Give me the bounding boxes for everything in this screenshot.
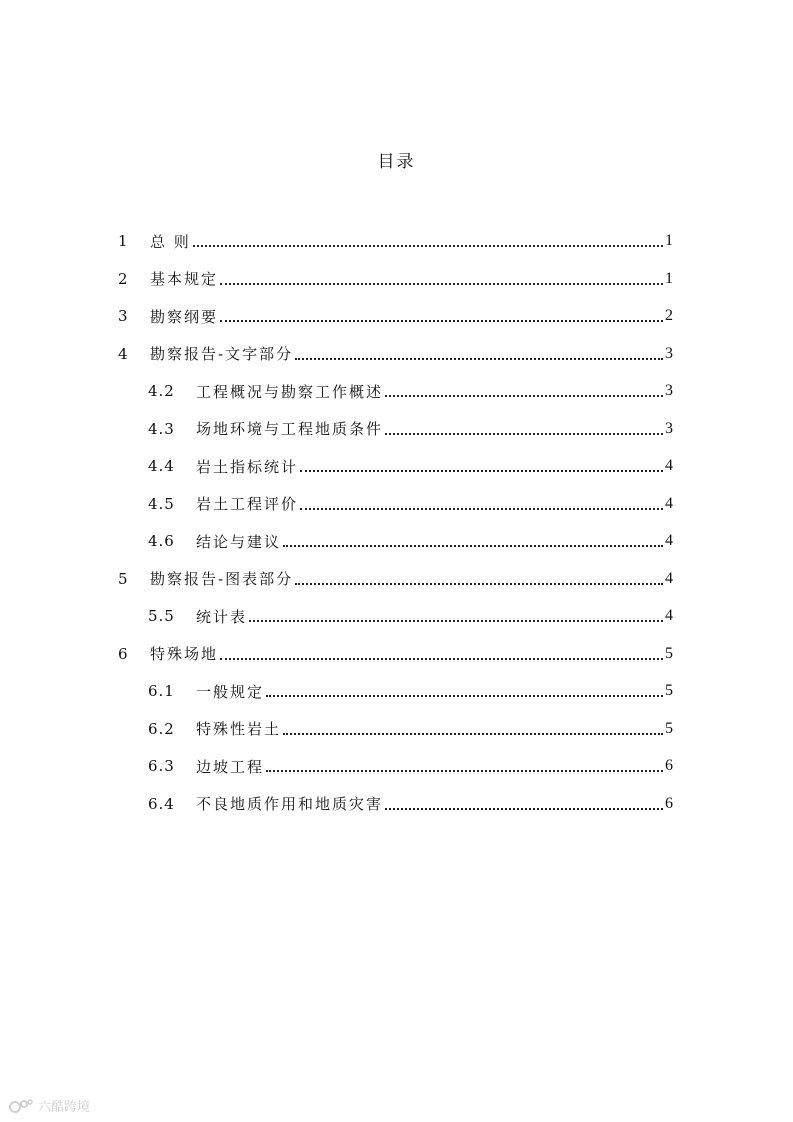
- toc-dot-leader: [295, 583, 663, 585]
- toc-entry-number: 3: [118, 307, 129, 325]
- toc-entry-number: 5.5: [148, 607, 175, 625]
- toc-entry-label: 基本规定: [150, 270, 219, 288]
- toc-entry-page: 5: [665, 644, 673, 662]
- toc-entry-page: 1: [665, 232, 673, 249]
- toc-dot-leader: [295, 358, 663, 360]
- toc-dot-leader: [283, 733, 663, 735]
- toc-entry-label: 边坡工程: [196, 757, 265, 776]
- toc-entry-page: 2: [665, 307, 673, 324]
- toc-entry-number: 6: [118, 644, 129, 663]
- toc-entry[interactable]: [148, 597, 673, 635]
- toc-entry[interactable]: [148, 447, 673, 485]
- toc-entry-label: 特殊性岩土: [196, 720, 282, 738]
- toc-entry-page: 3: [665, 382, 673, 399]
- toc-dot-leader: [266, 695, 663, 697]
- toc-entry-label: 勘察报告-图表部分: [150, 570, 294, 588]
- toc-entry[interactable]: [148, 372, 673, 410]
- toc-entry-label: 特殊场地: [150, 645, 219, 663]
- toc-entry-number: 6.4: [148, 794, 175, 813]
- watermark: [8, 1096, 90, 1115]
- toc-entry[interactable]: [148, 522, 673, 560]
- toc-entry-label: 岩土工程评价: [196, 495, 299, 513]
- toc-entry[interactable]: [148, 672, 673, 710]
- toc-entry-label: 勘察报告-文字部分: [150, 345, 294, 363]
- watermark-text: 六酷跨境: [38, 1100, 91, 1115]
- toc-entry-page: 4: [665, 494, 673, 512]
- toc-entry[interactable]: [118, 260, 673, 298]
- toc-dot-leader: [283, 545, 663, 547]
- toc-entry-number: 6.3: [148, 757, 175, 775]
- toc-entry[interactable]: [118, 297, 673, 335]
- toc-entry-number: 5: [118, 569, 129, 588]
- toc-entry-page: 5: [665, 682, 673, 699]
- toc-entry-page: 1: [665, 269, 673, 287]
- toc-entry-label: 工程概况与勘察工作概述: [196, 382, 384, 401]
- toc-entry-number: 6.2: [148, 719, 175, 738]
- toc-dot-leader: [266, 770, 663, 772]
- toc-dot-leader: [385, 395, 663, 397]
- toc-dot-leader: [249, 620, 663, 622]
- toc-entry-number: 4.5: [148, 494, 175, 513]
- toc-entry-page: 6: [665, 794, 673, 812]
- toc-entry-number: 4.4: [148, 457, 175, 475]
- toc-entry-number: 4: [118, 344, 129, 363]
- toc-dot-leader: [300, 508, 663, 510]
- toc-entry[interactable]: [148, 785, 673, 823]
- toc-entry-label: 场地环境与工程地质条件: [196, 420, 384, 438]
- toc-entry-page: 4: [665, 607, 673, 624]
- toc-entry[interactable]: [118, 335, 673, 373]
- toc-dot-leader: [300, 470, 663, 472]
- toc-entry-label: 岩土指标统计: [196, 457, 299, 476]
- toc-dot-leader: [385, 433, 663, 435]
- toc-entry-number: 1: [118, 232, 129, 250]
- toc-entry-number: 4.3: [148, 419, 175, 438]
- toc-entry-page: 4: [665, 532, 673, 549]
- toc-dot-leader: [220, 320, 663, 322]
- toc-entry-page: 5: [665, 719, 673, 737]
- toc-entry-page: 4: [665, 569, 673, 587]
- toc-entry-page: 3: [665, 344, 673, 362]
- toc-entry-label: 结论与建议: [196, 532, 282, 551]
- toc-entry[interactable]: [148, 710, 673, 748]
- toc-entry-label: 一般规定: [196, 682, 265, 701]
- toc-entry[interactable]: [118, 222, 673, 260]
- toc-entry-page: 6: [665, 757, 673, 774]
- toc-entry-number: 2: [118, 269, 129, 288]
- toc-dot-leader: [385, 808, 663, 810]
- toc-dot-leader: [220, 283, 663, 285]
- toc-entry[interactable]: [148, 485, 673, 523]
- toc-entry[interactable]: [148, 410, 673, 448]
- toc-entry-page: 4: [665, 457, 673, 474]
- toc-entry-label: 总 则: [150, 232, 191, 251]
- toc-entry[interactable]: [118, 560, 673, 598]
- toc-dot-leader: [220, 658, 663, 660]
- toc-entry-page: 3: [665, 419, 673, 437]
- toc-entry[interactable]: [118, 635, 673, 673]
- toc-entry-label: 统计表: [196, 607, 248, 626]
- toc-entry-number: 4.6: [148, 532, 175, 550]
- toc-entry-number: 6.1: [148, 682, 175, 700]
- toc-entry-number: 4.2: [148, 382, 175, 400]
- toc-entry-label: 勘察纲要: [150, 307, 219, 326]
- toc-entry-label: 不良地质作用和地质灾害: [196, 795, 384, 813]
- watermark-logo-icon: [8, 1097, 34, 1115]
- toc-entry[interactable]: [148, 747, 673, 785]
- page-title: 目录: [377, 152, 416, 172]
- toc-dot-leader: [193, 245, 663, 247]
